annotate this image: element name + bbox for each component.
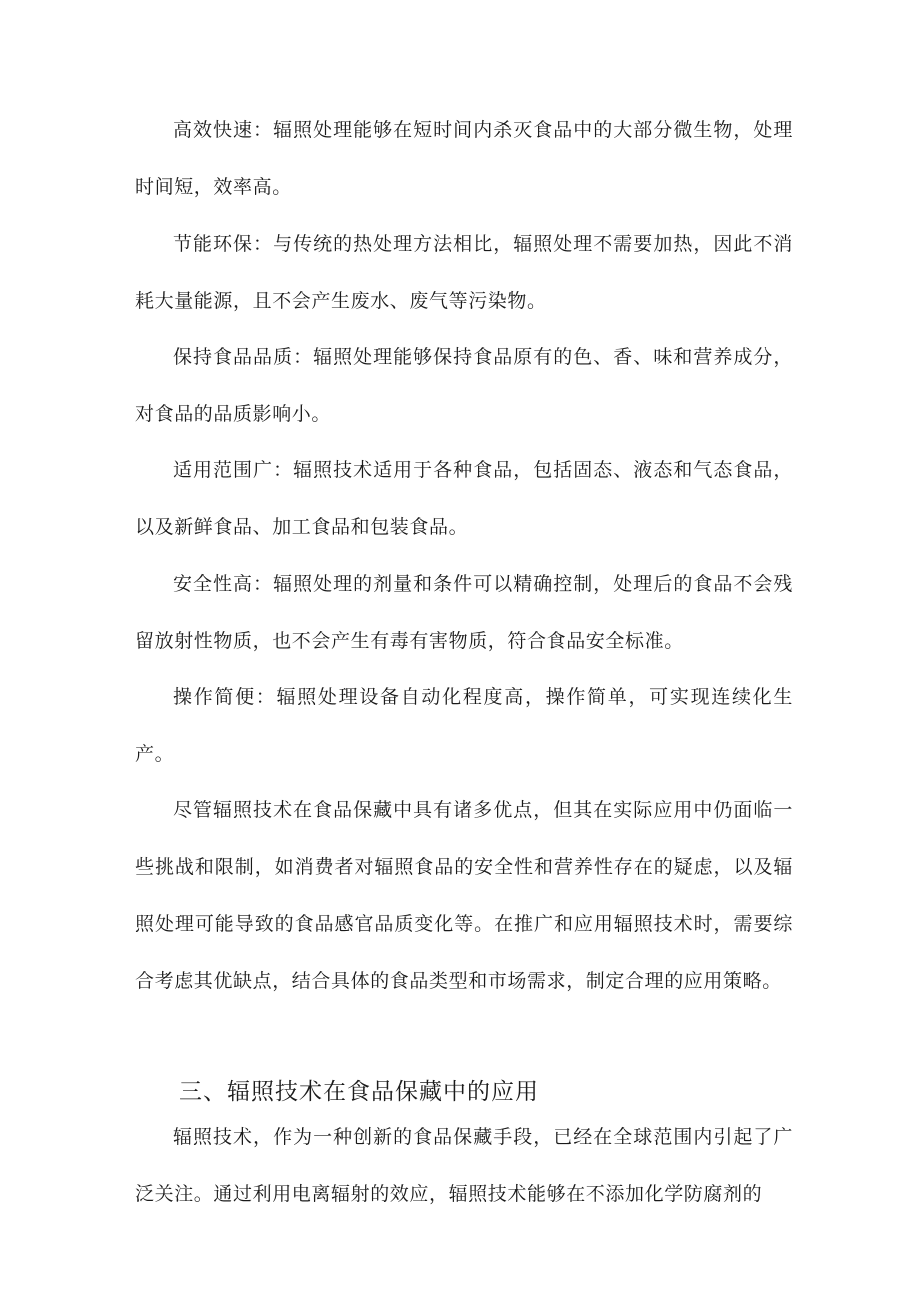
paragraph-efficient-fast: 高效快速：辐照处理能够在短时间内杀灭食品中的大部分微生物，处理时间短，效率高。 [135,119,793,198]
paragraph-high-safety: 安全性高：辐照处理的剂量和条件可以精确控制，处理后的食品不会残留放射性物质，也不会产生有毒有害物质，符合食品安全标准。 [135,573,793,652]
paragraph-easy-operation: 操作简便：辐照处理设备自动化程度高，操作简单，可实现连续化生产。 [135,686,793,765]
paragraph-quality-preservation: 保持食品品质：辐照处理能够保持食品原有的色、香、味和营养成分，对食品的品质影响小。 [135,346,793,425]
paragraph-section-intro: 辐照技术，作为一种创新的食品保藏手段，已经在全球范围内引起了广泛关注。通过利用电离辐射的效应，辐照技术能够在不添加化学防腐剂的 [135,1126,793,1205]
paragraph-challenges: 尽管辐照技术在食品保藏中具有诸多优点，但其在实际应用中仍面临一些挑战和限制，如消费者对辐照食品的安全性和营养性存在的疑虑，以及辐照处理可能导致的食品感官品质变化等。在推广和应用辐照技术时，需要综合考虑其优缺点，结合具体的食品类型和市场需求，制定合理的应用策略。 [135,799,793,992]
paragraph-wide-applicability: 适用范围广：辐照技术适用于各种食品，包括固态、液态和气态食品，以及新鲜食品、加工食品和包装食品。 [135,459,793,538]
section-heading: 三、辐照技术在食品保藏中的应用 [179,1079,539,1105]
paragraph-energy-saving: 节能环保：与传统的热处理方法相比，辐照处理不需要加热，因此不消耗大量能源，且不会产生废水、废气等污染物。 [135,233,793,312]
